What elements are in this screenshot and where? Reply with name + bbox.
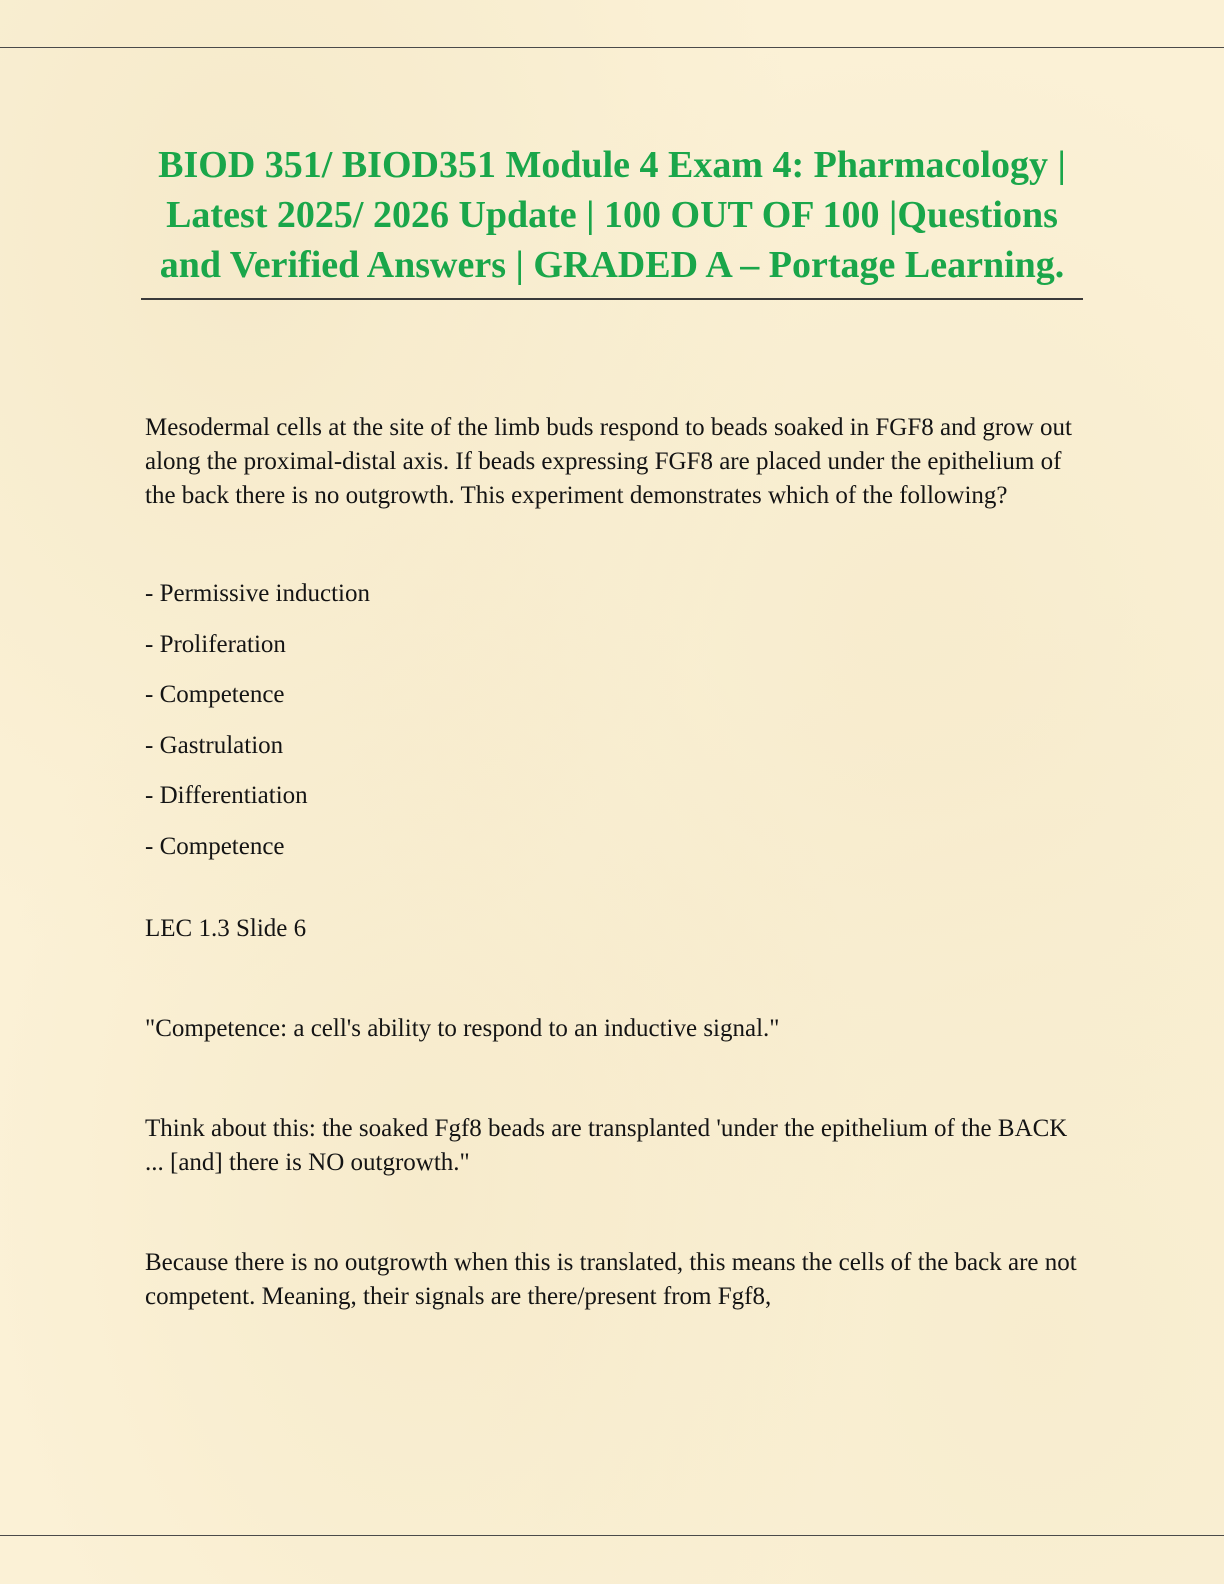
definition-quote: "Competence: a cell's ability to respond to an inductive signal." [145, 1014, 780, 1042]
document-title: BIOD 351/ BIOD351 Module 4 Exam 4: Pharmacology | Latest 2025/ 2026 Update | 100 OUT OF 100 |Questions and Verified Answers | GRADED A – Portage Learning. [158, 144, 1066, 286]
option-item: - Proliferation [145, 630, 286, 658]
option-item: - Differentiation [145, 782, 308, 810]
option-item: - Competence [145, 832, 285, 860]
document-body [145, 411, 1085, 1314]
title-block [141, 140, 1083, 300]
explanation-paragraph: Because there is no outgrowth when this is translated, this means the cells of the back are not competent. Meaning, their signals are there/present from Fgf8, [145, 1248, 1077, 1310]
think-paragraph: Think about this: the soaked Fgf8 beads are transplanted 'under the epithelium of the BACK ... [and] there is NO outgrowth." [145, 1114, 1068, 1176]
question-text: Mesodermal cells at the site of the limb buds respond to beads soaked in FGF8 and grow out along the proximal-distal axis. If beads expressing FGF8 are placed under the epithelium of the back there is no outgrowth. This experiment demonstrates which of the following? [145, 414, 1072, 509]
option-item: - Gastrulation [145, 731, 284, 759]
option-item: - Permissive induction [145, 580, 370, 607]
bottom-divider [0, 1535, 1224, 1536]
lecture-reference: LEC 1.3 Slide 6 [145, 914, 307, 942]
top-divider [0, 47, 1224, 48]
answer-options [145, 577, 1085, 864]
option-item: - Competence [145, 681, 285, 709]
